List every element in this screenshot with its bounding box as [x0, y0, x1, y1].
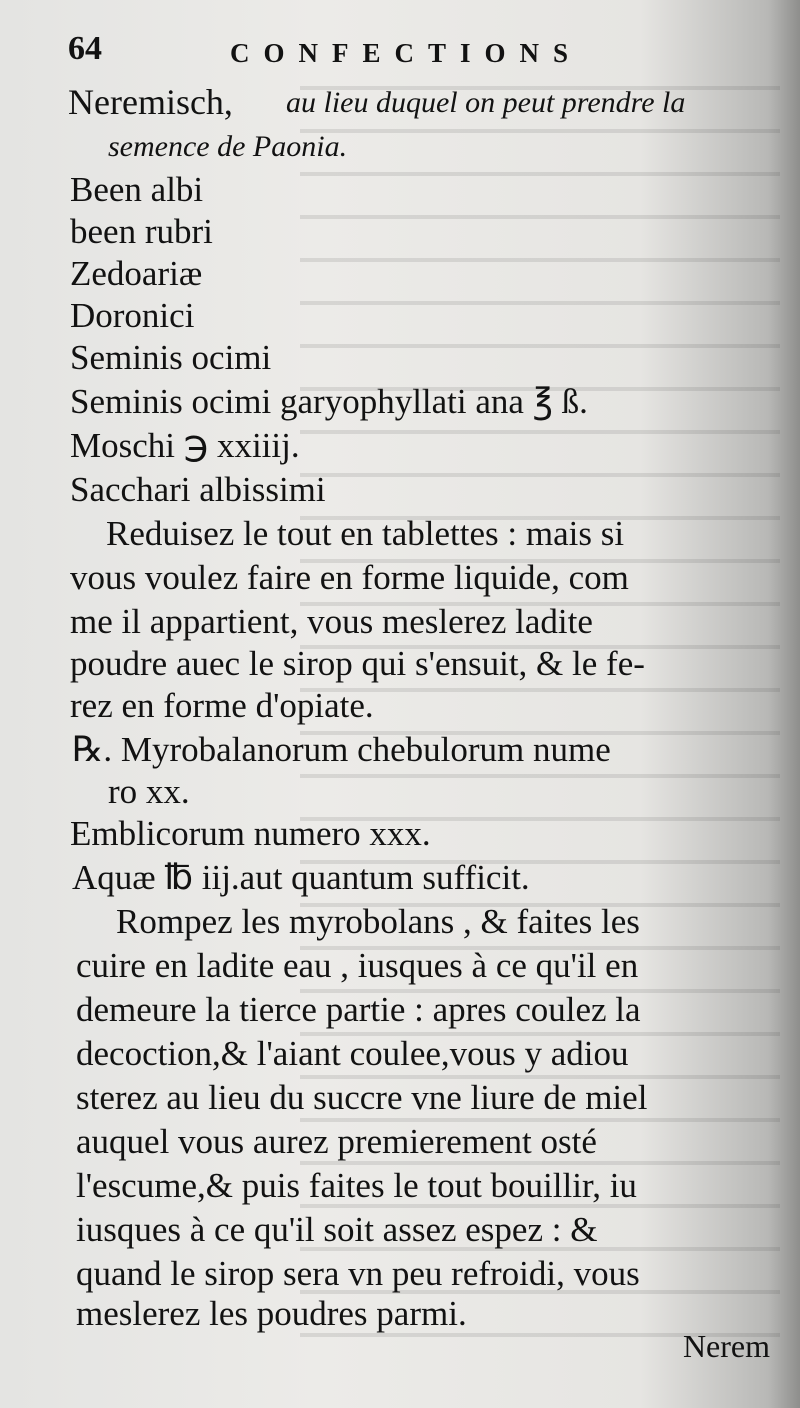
page-number: 64 [68, 30, 102, 67]
text-line: Emblicorum numero xxx. [70, 814, 431, 853]
text-line: auquel vous aurez premierement osté [76, 1122, 597, 1161]
text-line: Zedoariæ [70, 254, 203, 293]
text-line: poudre auec le sirop qui s'ensuit, & le fe- [70, 644, 645, 683]
text-line: me il appartient, vous meslerez ladite [70, 602, 593, 641]
text-line: iusques à ce qu'il soit assez espez : & [76, 1210, 598, 1249]
text-line: demeure la tierce partie : apres coulez la [76, 990, 641, 1029]
text-line: ro xx. [108, 772, 190, 811]
text-line: quand le sirop sera vn peu refroidi, vous [76, 1254, 640, 1293]
text-line: au lieu duquel on peut prendre la [286, 86, 686, 119]
text-line: vous voulez faire en forme liquide, com [70, 558, 629, 597]
text-line: meslerez les poudres parmi. [76, 1294, 467, 1333]
text-line: been rubri [70, 212, 213, 251]
text-line: Reduisez le tout en tablettes : mais si [106, 514, 625, 553]
text-line: Doronici [70, 296, 195, 335]
text-line: sterez au lieu du succre vne liure de miel [76, 1078, 648, 1117]
catchword: Nerem [682, 1328, 770, 1364]
text-line: Been albi [70, 170, 204, 209]
text-line: Sacchari albissimi [70, 470, 326, 509]
running-head: CONFECTIONS [230, 38, 583, 68]
text-line: l'escume,& puis faites le tout bouillir, iu [76, 1166, 637, 1205]
text-line: rez en forme d'opiate. [70, 686, 374, 725]
text-line: Seminis ocimi garyophyllati ana ℥ ß. [70, 382, 588, 421]
text-line: Seminis ocimi [70, 338, 272, 377]
text-line: Rompez les myrobolans , & faites les [116, 902, 640, 941]
text-line: semence de Paonia. [108, 130, 348, 163]
text-line: decoction,& l'aiant coulee,vous y adiou [76, 1034, 629, 1073]
text-line: Neremisch, [68, 82, 233, 122]
text-line: ℞. Myrobalanorum chebulorum nume [72, 730, 611, 769]
text-line: cuire en ladite eau , iusques à ce qu'il en [76, 946, 639, 985]
text-line: Aquæ ℔ iij.aut quantum sufficit. [72, 858, 530, 897]
text-line: Moschi ℈ xxiiij. [70, 426, 300, 465]
